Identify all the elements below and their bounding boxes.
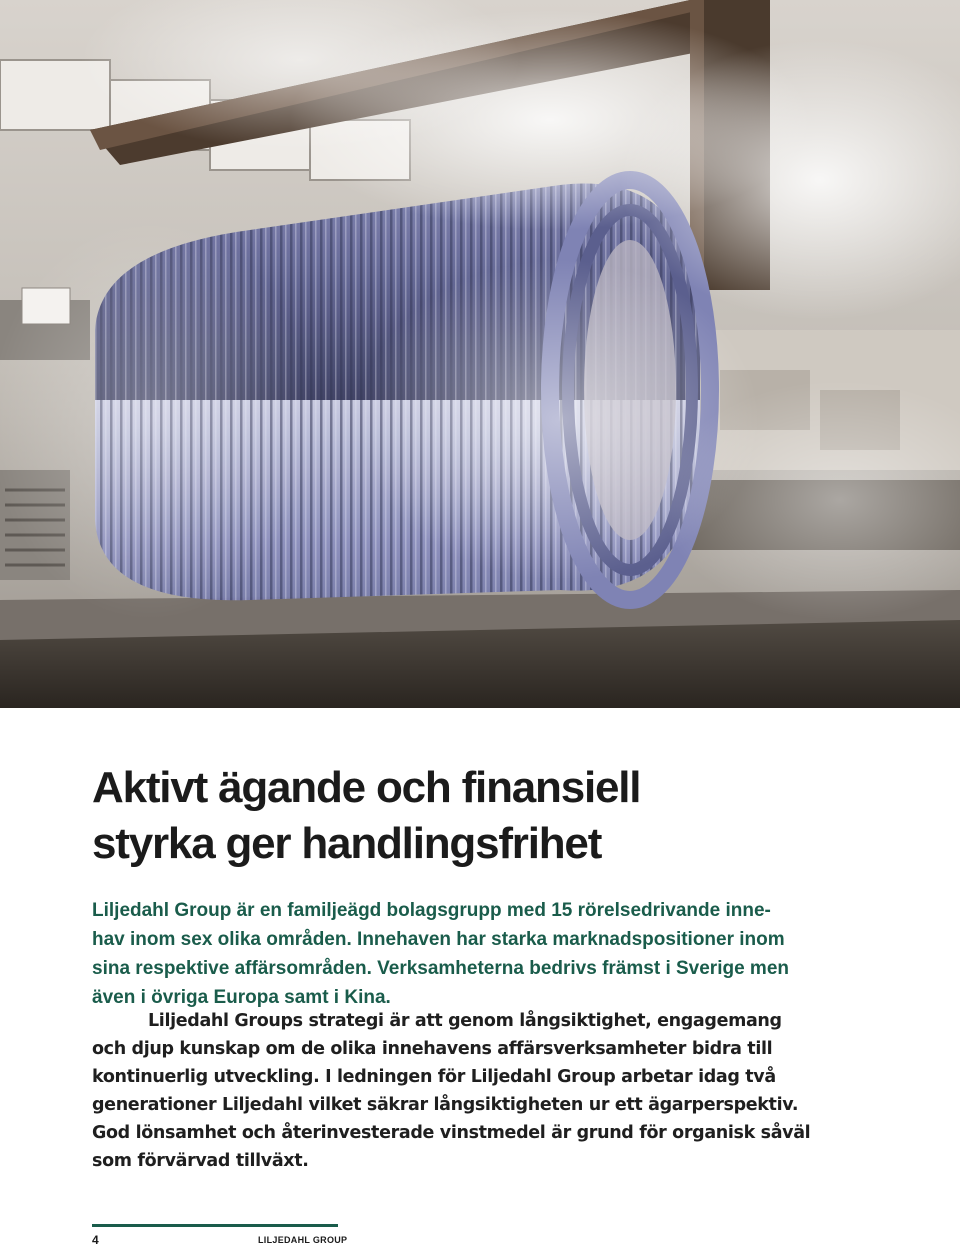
lead-line: Liljedahl Group är en familjeägd bolagsgrupp med 15 rörelsedrivande inne- xyxy=(92,900,771,921)
body-line: God lönsamhet och återinvesterade vinstmedel är grund för organisk såväl xyxy=(92,1123,811,1143)
body-line: som förvärvad tillväxt. xyxy=(92,1151,309,1171)
headline-line-1: Aktivt ägande och finansiell xyxy=(92,763,641,812)
lead-line: sina respektive affärsområden. Verksamheterna bedrivs främst i Sverige men xyxy=(92,958,789,979)
body-paragraph xyxy=(92,1007,882,1175)
body-line: kontinuerlig utveckling. I ledningen för Liljedahl Group arbetar idag två xyxy=(92,1067,776,1087)
page-headline xyxy=(92,760,892,872)
lead-line: även i övriga Europa samt i Kina. xyxy=(92,987,391,1008)
footer-brand: LILJEDAHL GROUP xyxy=(258,1235,348,1245)
lead-paragraph xyxy=(92,896,882,1012)
body-line: och djup kunskap om de olika innehavens affärsverksamheter bidra till xyxy=(92,1039,773,1059)
lead-line: hav inom sex olika områden. Innehaven har starka marknadspositioner inom xyxy=(92,929,785,950)
headline-line-2: styrka ger handlingsfrihet xyxy=(92,819,602,868)
body-line: generationer Liljedahl vilket säkrar långsiktigheten ur ett ägarperspektiv. xyxy=(92,1095,799,1115)
body-line: Liljedahl Groups strategi är att genom långsiktighet, engagemang xyxy=(148,1011,782,1031)
footer-divider xyxy=(92,1224,338,1227)
page-number: 4 xyxy=(92,1233,99,1247)
